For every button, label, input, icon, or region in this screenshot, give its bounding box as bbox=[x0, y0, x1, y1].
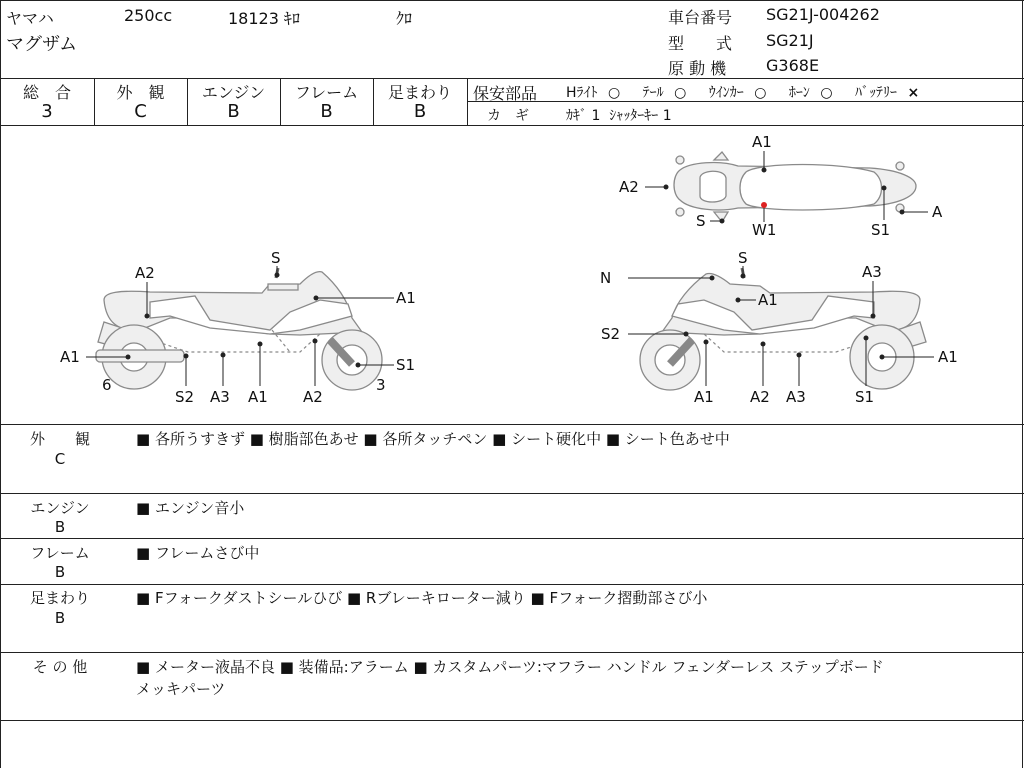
grade-frame-label: フレーム bbox=[294, 83, 359, 102]
section-frame-grade: B bbox=[54, 563, 66, 581]
grade-engine-value: B bbox=[227, 101, 240, 122]
safety-tail-label: ﾃｰﾙ bbox=[642, 85, 664, 101]
safety-headlight-mark: ○ bbox=[607, 85, 621, 101]
grade-suspension-label: 足まわり bbox=[387, 83, 452, 102]
section-other-text: ■ メーター液晶不良 ■ 装備品:アラーム ■ カスタムパーツ:マフラー ハンドル フェンダーレス ステップボード bbox=[136, 658, 884, 676]
grade-overall-value: 3 bbox=[41, 101, 53, 122]
left-label-3: 3 bbox=[376, 376, 386, 394]
grade-engine-label: エンジン bbox=[201, 83, 266, 102]
section-frame-text: ■ フレームさび中 bbox=[136, 544, 260, 562]
maker: ヤマハ bbox=[6, 9, 54, 28]
section-suspension-grade: B bbox=[54, 609, 66, 627]
section-frame-label: フレーム bbox=[30, 544, 90, 562]
section-engine-text: ■ エンジン音小 bbox=[136, 499, 245, 517]
right-label-s1: S1 bbox=[855, 388, 875, 406]
grade-suspension-value: B bbox=[413, 101, 427, 122]
type-value: SG21J bbox=[766, 31, 814, 50]
left-label-s2: S2 bbox=[175, 388, 195, 406]
section-exterior-label: 外 観 bbox=[29, 430, 90, 448]
left-label-a1-screen: A1 bbox=[396, 289, 416, 307]
right-label-a3: A3 bbox=[862, 263, 882, 281]
color: ｸﾛ bbox=[396, 9, 413, 28]
model-name: マグザム bbox=[6, 34, 78, 55]
safety-winker-label: ｳｲﾝｶｰ bbox=[708, 85, 744, 101]
section-exterior-text: ■ 各所うすきず ■ 樹脂部色あせ ■ 各所タッチペン ■ シート硬化中 ■ シート色あせ中 bbox=[136, 430, 730, 448]
displacement: 250cc bbox=[124, 6, 173, 25]
damage-diagram bbox=[0, 126, 1024, 423]
left-label-s1: S1 bbox=[396, 356, 416, 374]
left-label-a1-floor: A1 bbox=[248, 388, 268, 406]
safety-winker-mark: ○ bbox=[754, 85, 767, 101]
right-label-a1-wheel: A1 bbox=[938, 348, 958, 366]
bike-right-view bbox=[640, 268, 926, 390]
right-label-a3-bottom: A3 bbox=[786, 388, 806, 406]
safety-battery-label: ﾊﾞｯﾃﾘｰ bbox=[855, 85, 898, 101]
section-suspension-label: 足まわり bbox=[29, 589, 90, 607]
safety-items bbox=[566, 82, 919, 102]
grade-frame-value: B bbox=[320, 101, 333, 122]
right-label-s: S bbox=[738, 249, 748, 267]
top-label-w1: W1 bbox=[752, 221, 777, 239]
right-label-s2: S2 bbox=[601, 325, 621, 343]
left-label-a1-muffler: A1 bbox=[60, 348, 80, 366]
safety-horn-label: ﾎｰﾝ bbox=[788, 85, 810, 101]
top-label-a: A bbox=[932, 203, 943, 221]
section-exterior-grade: C bbox=[54, 450, 66, 468]
right-label-n: N bbox=[600, 269, 612, 287]
top-label-s: S bbox=[696, 212, 706, 230]
safety-horn-mark: ○ bbox=[820, 85, 833, 101]
engine-value: G368E bbox=[766, 56, 820, 75]
left-label-s: S bbox=[271, 249, 281, 267]
section-suspension-text: ■ Fフォークダストシールひび ■ Rブレーキローター減り ■ Fフォーク摺動部さび小 bbox=[136, 589, 708, 607]
bike-left-view bbox=[96, 268, 382, 390]
safety-battery-mark: × bbox=[907, 85, 920, 101]
grade-overall-label: 総 合 bbox=[22, 83, 71, 102]
frame-no: SG21J-004262 bbox=[766, 5, 880, 24]
safety-headlight-label: Hﾗｲﾄ bbox=[566, 85, 598, 101]
left-label-a3: A3 bbox=[210, 388, 230, 406]
section-engine-grade: B bbox=[54, 518, 66, 536]
right-label-a1-screen: A1 bbox=[758, 291, 778, 309]
safety-tail-mark: ○ bbox=[674, 85, 687, 101]
grade-exterior-label: 外 観 bbox=[116, 83, 165, 102]
frame-no-label: 車台番号 bbox=[668, 8, 733, 27]
top-label-a2: A2 bbox=[619, 178, 639, 196]
section-other-text-line2: メッキパーツ bbox=[136, 680, 226, 698]
key-label: カ ギ bbox=[487, 108, 529, 124]
top-label-a1: A1 bbox=[752, 133, 772, 151]
section-other-label: そ の 他 bbox=[32, 658, 88, 676]
engine-label: 原 動 機 bbox=[668, 59, 727, 78]
bike-top-view bbox=[674, 152, 916, 222]
safety-title: 保安部品 bbox=[473, 84, 538, 103]
left-label-a2-bottom: A2 bbox=[303, 388, 323, 406]
section-engine-label: エンジン bbox=[30, 499, 90, 517]
top-label-s1: S1 bbox=[871, 221, 891, 239]
right-label-a2: A2 bbox=[750, 388, 770, 406]
left-label-a2-top: A2 bbox=[135, 264, 155, 282]
type-label: 型 式 bbox=[668, 34, 733, 53]
key-value: ｶｷﾞ 1 ｼｬｯﾀｰｷｰ 1 bbox=[566, 108, 672, 124]
grade-exterior-value: C bbox=[134, 101, 147, 122]
right-label-a1-floor: A1 bbox=[694, 388, 714, 406]
left-label-6: 6 bbox=[102, 376, 112, 394]
mileage: 18123 ｷﾛ bbox=[228, 9, 300, 28]
